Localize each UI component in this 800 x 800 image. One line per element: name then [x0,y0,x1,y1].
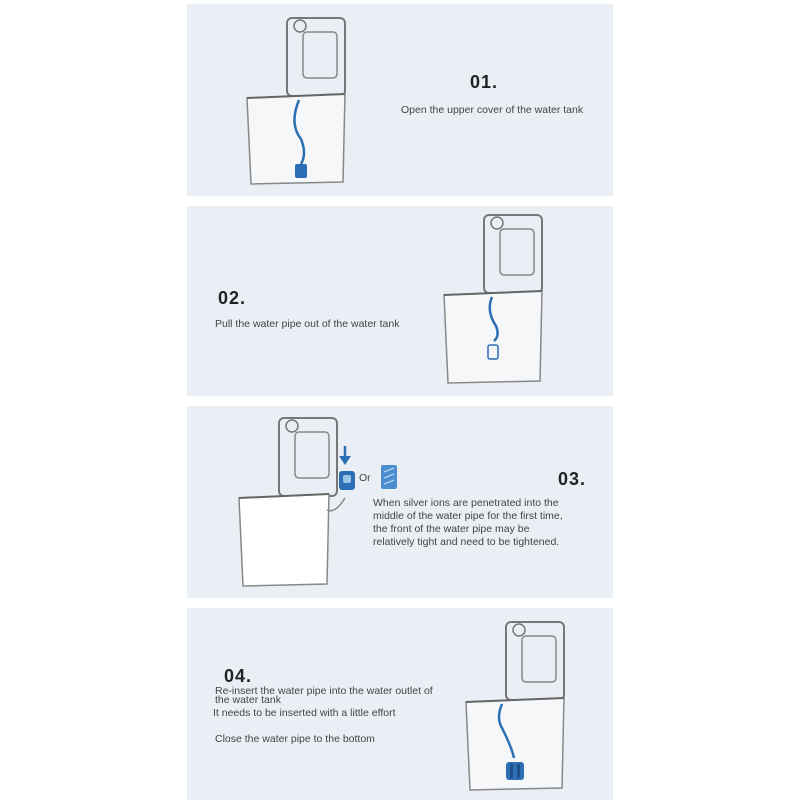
step-4-panel [187,608,613,800]
step-number: 04. [224,666,253,686]
water-tank-open-lid-illustration [243,14,353,189]
step-description: Pull the water pipe out of the water tank [215,318,400,330]
step-description [373,497,563,549]
step-description-line: the water tank [215,694,281,706]
water-tank-pipe-inserted-illustration [462,618,572,798]
filter-cap-icon [338,468,356,492]
step-description-line: It needs to be inserted with a little effort [213,707,396,719]
step-description-line: the front of the water pipe may be [373,523,530,535]
step-number: 02. [218,288,247,308]
step-description: Open the upper cover of the water tank [401,104,584,116]
step-3-panel [187,406,613,598]
arrow-down-icon [337,446,353,466]
step-number: 01. [470,72,499,92]
step-description-line: When silver ions are penetrated into the [373,497,559,509]
step-description-line: relatively tight and need to be tightened. [373,536,560,548]
step-number: 03. [558,469,587,489]
step-2-panel [187,206,613,396]
step-description-line: Re-insert the water pipe into the water outlet of [215,685,433,697]
silver-ion-card-icon [380,464,398,490]
water-tank-pipe-removed-illustration [440,211,550,391]
step-description-line: Close the water pipe to the bottom [215,733,375,745]
or-label: Or [359,472,371,484]
step-1-panel [187,4,613,196]
step-description-line: middle of the water pipe for the first time, [373,510,563,522]
